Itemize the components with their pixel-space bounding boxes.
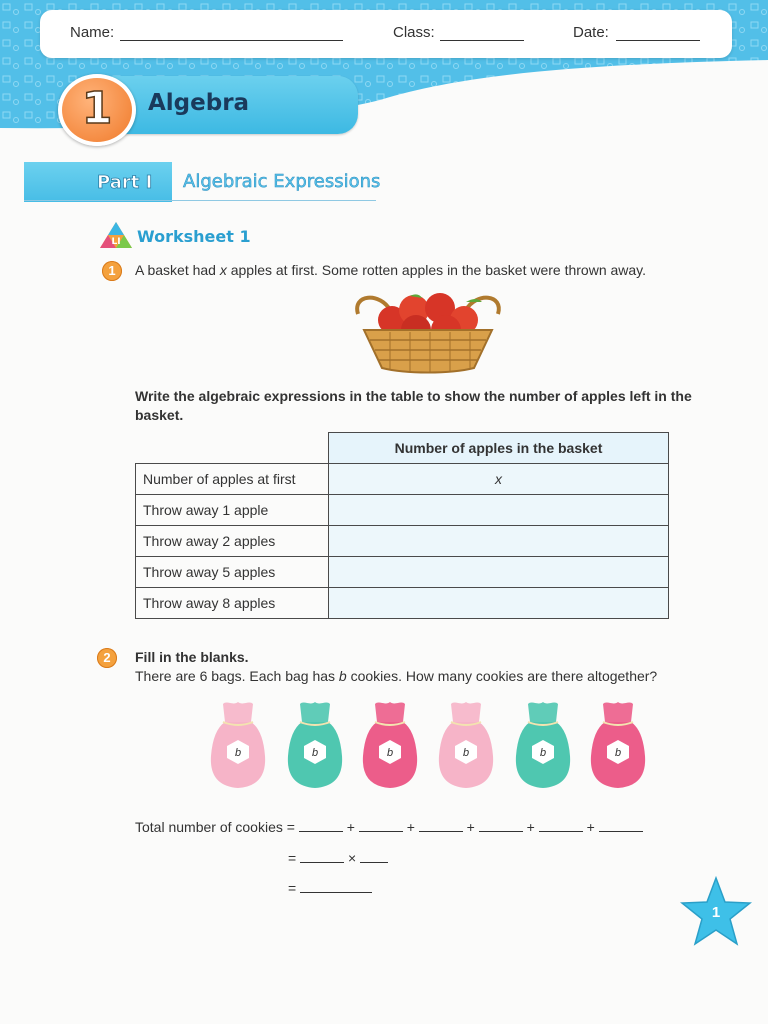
total-line: Total number of cookies = + + + + + — [135, 817, 643, 837]
row-label: Throw away 5 apples — [136, 557, 329, 588]
table-column-header: Number of apples in the basket — [329, 433, 669, 464]
row-label: Number of apples at first — [136, 464, 329, 495]
question-2-heading: Fill in the blanks. — [135, 649, 249, 665]
table-header-row — [136, 433, 669, 464]
table-row — [136, 526, 669, 557]
name-label: Name: — [70, 24, 115, 41]
blank[interactable] — [300, 848, 344, 863]
table-row — [136, 495, 669, 526]
bag-label: b — [311, 747, 319, 759]
row-answer-cell[interactable] — [329, 526, 669, 557]
table-row — [136, 557, 669, 588]
row-answer-cell[interactable] — [329, 557, 669, 588]
row-answer-cell[interactable] — [329, 495, 669, 526]
bag-label: b — [539, 747, 547, 759]
blank[interactable] — [539, 817, 583, 832]
blank[interactable] — [419, 817, 463, 832]
row-label: Throw away 1 apple — [136, 495, 329, 526]
blank[interactable] — [360, 848, 388, 863]
part-label: Part I — [97, 172, 153, 193]
table-row — [136, 464, 669, 495]
question-1-number: 1 — [102, 261, 122, 281]
worksheet-triangle-icon — [98, 220, 134, 250]
answer-line: = — [288, 878, 372, 898]
table-corner — [136, 433, 329, 464]
row-answer-cell[interactable] — [329, 588, 669, 619]
date-label: Date: — [573, 24, 609, 41]
row-label: Throw away 2 apples — [136, 526, 329, 557]
bag-label: b — [614, 747, 622, 759]
worksheet-label: Worksheet 1 — [137, 227, 251, 246]
product-line: = × — [288, 848, 388, 868]
cookie-bag — [508, 700, 578, 792]
cookie-bag — [203, 700, 273, 792]
row-answer-cell: x — [329, 464, 669, 495]
question-1-text: A basket had x apples at first. Some rotten apples in the basket were thrown away. — [135, 262, 647, 278]
bag-label: b — [234, 747, 242, 759]
chapter-number-badge — [58, 74, 136, 146]
blank[interactable] — [479, 817, 523, 832]
blank[interactable] — [300, 878, 372, 893]
cookie-bag — [583, 700, 653, 792]
cookie-bag — [431, 700, 501, 792]
chapter-number: 1 — [81, 83, 113, 134]
blank[interactable] — [599, 817, 643, 832]
apple-basket-illustration — [350, 292, 506, 374]
cookie-bag — [355, 700, 425, 792]
page-number: 1 — [711, 904, 721, 921]
question-2-text: There are 6 bags. Each bag has b cookies. How many cookies are there altogether? — [135, 668, 658, 684]
cookie-bag — [280, 700, 350, 792]
svg-text:LI: LI — [111, 237, 121, 247]
class-field[interactable] — [440, 40, 524, 41]
bag-label: b — [462, 747, 470, 759]
part-divider — [24, 200, 376, 201]
row-label: Throw away 8 apples — [136, 588, 329, 619]
date-field[interactable] — [616, 40, 700, 41]
student-info-header — [40, 10, 732, 58]
question-1-instruction: Write the algebraic expressions in the table to show the number of apples left in the basket. — [135, 388, 692, 423]
name-field[interactable] — [120, 40, 343, 41]
apples-table — [135, 432, 669, 619]
blank[interactable] — [299, 817, 343, 832]
blank[interactable] — [359, 817, 403, 832]
total-label: Total number of cookies — [135, 819, 283, 835]
class-label: Class: — [393, 24, 435, 41]
part-title: Algebraic Expressions — [183, 171, 381, 192]
table-row — [136, 588, 669, 619]
question-2-number: 2 — [97, 648, 117, 668]
bag-label: b — [386, 747, 394, 759]
chapter-title: Algebra — [148, 90, 250, 116]
